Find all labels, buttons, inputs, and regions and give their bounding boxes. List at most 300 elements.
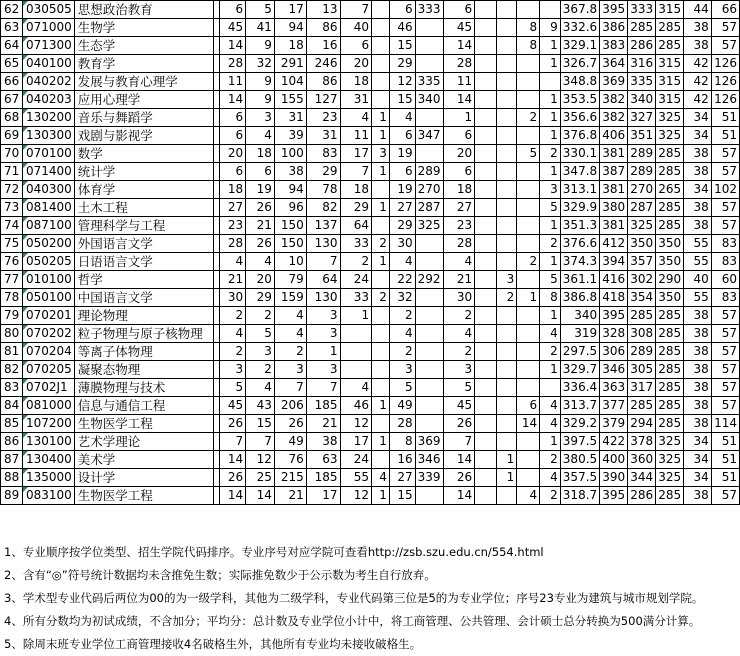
- value-cell: [475, 199, 496, 217]
- value-cell: 2: [517, 109, 540, 127]
- value-cell: 21: [274, 487, 306, 505]
- value-cell: 329.9: [560, 199, 599, 217]
- value-cell: 325: [656, 469, 684, 487]
- value-cell: 285: [656, 37, 684, 55]
- value-cell: 15: [389, 91, 415, 109]
- row-index-cell: 72: [1, 181, 23, 199]
- value-cell: 57: [711, 163, 739, 181]
- value-cell: [372, 91, 390, 109]
- major-code-cell: 050200: [22, 235, 74, 253]
- value-cell: [496, 379, 517, 397]
- major-name-cell: 薄膜物理与技术: [74, 379, 214, 397]
- value-cell: 3: [496, 271, 517, 289]
- value-cell: 79: [274, 271, 306, 289]
- value-cell: 155: [274, 91, 306, 109]
- table-row: [1, 343, 740, 361]
- value-cell: 302: [628, 271, 656, 289]
- value-cell: [475, 91, 496, 109]
- major-code-cell: 083100: [22, 487, 74, 505]
- value-cell: 18: [340, 73, 372, 91]
- value-cell: 130: [306, 289, 340, 307]
- value-cell: 38: [274, 163, 306, 181]
- value-cell: 185: [306, 397, 340, 415]
- value-cell: 2: [389, 307, 415, 325]
- value-cell: [496, 1, 517, 19]
- row-index-cell: 66: [1, 73, 23, 91]
- value-cell: [415, 253, 443, 271]
- value-cell: 38: [684, 19, 712, 37]
- value-cell: [517, 217, 540, 235]
- value-cell: 4: [540, 397, 561, 415]
- major-name-cell: 中国语言文学: [74, 289, 214, 307]
- value-cell: 57: [711, 325, 739, 343]
- value-cell: 325: [656, 451, 684, 469]
- value-cell: 83: [711, 289, 739, 307]
- value-cell: 285: [656, 361, 684, 379]
- value-cell: 4: [220, 325, 246, 343]
- value-cell: 14: [220, 487, 246, 505]
- footnote: 1、专业顺序按学位类型、招生学院代码排序。专业序号对应学院可查看http://zsb.szu.edu.cn/554.html: [4, 545, 544, 559]
- row-index-cell: 75: [1, 235, 23, 253]
- value-cell: 45: [220, 19, 246, 37]
- value-cell: 6: [246, 163, 275, 181]
- value-cell: 1: [517, 289, 540, 307]
- row-index-cell: 80: [1, 325, 23, 343]
- value-cell: [475, 1, 496, 19]
- value-cell: [496, 343, 517, 361]
- value-cell: 38: [684, 487, 712, 505]
- value-cell: 28: [389, 415, 415, 433]
- value-cell: [517, 343, 540, 361]
- value-cell: 6: [220, 127, 246, 145]
- value-cell: 45: [443, 19, 475, 37]
- value-cell: [415, 235, 443, 253]
- value-cell: 42: [684, 91, 712, 109]
- value-cell: 376.8: [560, 127, 599, 145]
- value-cell: 351.3: [560, 217, 599, 235]
- value-cell: 3: [306, 325, 340, 343]
- value-cell: 14: [220, 451, 246, 469]
- footnotes: [4, 541, 738, 656]
- value-cell: 382: [600, 91, 628, 109]
- value-cell: [415, 109, 443, 127]
- major-name-cell: 生物学: [74, 19, 214, 37]
- row-index-cell: 89: [1, 487, 23, 505]
- value-cell: [496, 487, 517, 505]
- value-cell: 23: [220, 217, 246, 235]
- major-code-cell: 081000: [22, 397, 74, 415]
- major-name-cell: 生物医学工程: [74, 487, 214, 505]
- value-cell: [496, 19, 517, 37]
- value-cell: 7: [340, 163, 372, 181]
- value-cell: [517, 163, 540, 181]
- footnote: 3、学术型专业代码后两位为00的为一级学科，其他为二级学科，专业代码第三位是5的为专业学位；序号23专业为建筑与城市规划学院。: [4, 591, 704, 605]
- value-cell: 94: [274, 181, 306, 199]
- table-row: [1, 397, 740, 415]
- value-cell: 3: [540, 181, 561, 199]
- value-cell: [475, 361, 496, 379]
- value-cell: [475, 145, 496, 163]
- value-cell: 333: [628, 1, 656, 19]
- value-cell: 330.1: [560, 145, 599, 163]
- table-row: [1, 451, 740, 469]
- value-cell: 19: [389, 181, 415, 199]
- value-cell: 16: [389, 451, 415, 469]
- value-cell: 12: [246, 451, 275, 469]
- major-name-cell: 管理科学与工程: [74, 217, 214, 235]
- value-cell: 38: [684, 325, 712, 343]
- value-cell: 20: [340, 55, 372, 73]
- value-cell: 14: [517, 415, 540, 433]
- value-cell: 159: [274, 289, 306, 307]
- table-row: [1, 271, 740, 289]
- value-cell: [517, 235, 540, 253]
- value-cell: 8: [517, 19, 540, 37]
- value-cell: [517, 91, 540, 109]
- value-cell: 285: [656, 163, 684, 181]
- value-cell: 8: [389, 433, 415, 451]
- value-cell: 361.1: [560, 271, 599, 289]
- value-cell: 1: [372, 127, 390, 145]
- value-cell: 2: [246, 361, 275, 379]
- value-cell: 82: [306, 199, 340, 217]
- value-cell: 4: [389, 109, 415, 127]
- row-index-cell: 79: [1, 307, 23, 325]
- value-cell: [475, 487, 496, 505]
- value-cell: 215: [274, 469, 306, 487]
- value-cell: [340, 361, 372, 379]
- value-cell: 32: [246, 55, 275, 73]
- value-cell: 367.8: [560, 1, 599, 19]
- value-cell: 7: [246, 433, 275, 451]
- value-cell: [496, 361, 517, 379]
- value-cell: 150: [274, 217, 306, 235]
- value-cell: 325: [656, 433, 684, 451]
- value-cell: 86: [306, 73, 340, 91]
- value-cell: 4: [340, 379, 372, 397]
- value-cell: [517, 55, 540, 73]
- value-cell: [496, 415, 517, 433]
- value-cell: [517, 181, 540, 199]
- table-row: [1, 487, 740, 505]
- value-cell: 316: [628, 55, 656, 73]
- row-index-cell: 74: [1, 217, 23, 235]
- value-cell: 26: [220, 469, 246, 487]
- value-cell: [415, 397, 443, 415]
- value-cell: 2: [540, 487, 561, 505]
- value-cell: 9: [540, 19, 561, 37]
- value-cell: 19: [389, 145, 415, 163]
- value-cell: 313.7: [560, 397, 599, 415]
- value-cell: 285: [656, 325, 684, 343]
- value-cell: [372, 181, 390, 199]
- value-cell: 3: [274, 361, 306, 379]
- value-cell: 336.4: [560, 379, 599, 397]
- value-cell: 4: [540, 469, 561, 487]
- value-cell: 39: [274, 127, 306, 145]
- value-cell: 137: [306, 217, 340, 235]
- value-cell: 333: [415, 1, 443, 19]
- value-cell: 387: [600, 163, 628, 181]
- value-cell: 5: [540, 271, 561, 289]
- value-cell: 24: [340, 451, 372, 469]
- value-cell: 2: [246, 307, 275, 325]
- major-code-cell: 130300: [22, 127, 74, 145]
- value-cell: [540, 1, 561, 19]
- value-cell: 51: [711, 127, 739, 145]
- value-cell: [415, 55, 443, 73]
- value-cell: [372, 37, 390, 55]
- value-cell: 83: [711, 253, 739, 271]
- value-cell: 294: [628, 415, 656, 433]
- value-cell: [475, 55, 496, 73]
- value-cell: 6: [389, 1, 415, 19]
- row-index-cell: 87: [1, 451, 23, 469]
- major-code-cell: 087100: [22, 217, 74, 235]
- value-cell: 3: [306, 361, 340, 379]
- value-cell: 57: [711, 217, 739, 235]
- value-cell: 11: [340, 127, 372, 145]
- value-cell: [475, 73, 496, 91]
- value-cell: 17: [306, 487, 340, 505]
- value-cell: [372, 1, 390, 19]
- value-cell: 1: [540, 253, 561, 271]
- value-cell: 30: [389, 235, 415, 253]
- value-cell: 395: [600, 1, 628, 19]
- value-cell: 32: [389, 289, 415, 307]
- value-cell: 16: [306, 37, 340, 55]
- value-cell: 350: [656, 289, 684, 307]
- value-cell: [475, 343, 496, 361]
- value-cell: 4: [540, 325, 561, 343]
- value-cell: [415, 19, 443, 37]
- value-cell: 25: [246, 469, 275, 487]
- value-cell: 31: [340, 91, 372, 109]
- major-name-cell: 生态学: [74, 37, 214, 55]
- value-cell: 315: [656, 55, 684, 73]
- value-cell: 422: [600, 433, 628, 451]
- value-cell: 114: [711, 415, 739, 433]
- value-cell: 26: [274, 415, 306, 433]
- value-cell: 7: [443, 433, 475, 451]
- row-index-cell: 78: [1, 289, 23, 307]
- value-cell: 326.7: [560, 55, 599, 73]
- row-index-cell: 64: [1, 37, 23, 55]
- value-cell: 78: [306, 181, 340, 199]
- value-cell: [372, 217, 390, 235]
- value-cell: 55: [684, 235, 712, 253]
- value-cell: 38: [684, 145, 712, 163]
- value-cell: 406: [600, 127, 628, 145]
- row-index-cell: 62: [1, 1, 23, 19]
- value-cell: 4: [246, 127, 275, 145]
- value-cell: 185: [306, 469, 340, 487]
- value-cell: 319: [560, 325, 599, 343]
- value-cell: 6: [389, 163, 415, 181]
- value-cell: [340, 343, 372, 361]
- value-cell: 13: [306, 1, 340, 19]
- value-cell: 285: [628, 307, 656, 325]
- value-cell: 2: [340, 253, 372, 271]
- value-cell: 285: [656, 415, 684, 433]
- value-cell: 285: [656, 343, 684, 361]
- value-cell: [496, 109, 517, 127]
- value-cell: 24: [340, 271, 372, 289]
- major-name-cell: 理论物理: [74, 307, 214, 325]
- major-code-cell: 010100: [22, 271, 74, 289]
- value-cell: 3: [372, 145, 390, 163]
- major-code-cell: 070202: [22, 325, 74, 343]
- value-cell: 28: [443, 55, 475, 73]
- value-cell: 290: [656, 271, 684, 289]
- row-index-cell: 88: [1, 469, 23, 487]
- value-cell: [415, 307, 443, 325]
- major-code-cell: 040100: [22, 55, 74, 73]
- value-cell: 57: [711, 343, 739, 361]
- value-cell: 15: [389, 487, 415, 505]
- value-cell: 2: [540, 145, 561, 163]
- value-cell: 382: [600, 109, 628, 127]
- value-cell: 381: [600, 217, 628, 235]
- value-cell: 1: [372, 163, 390, 181]
- value-cell: 246: [306, 55, 340, 73]
- value-cell: 3: [443, 361, 475, 379]
- value-cell: [475, 307, 496, 325]
- value-cell: 20: [220, 145, 246, 163]
- value-cell: 285: [656, 145, 684, 163]
- value-cell: 395: [600, 307, 628, 325]
- value-cell: 96: [274, 199, 306, 217]
- row-index-cell: 69: [1, 127, 23, 145]
- major-name-cell: 戏剧与影视学: [74, 127, 214, 145]
- value-cell: 325: [628, 217, 656, 235]
- value-cell: 5: [246, 1, 275, 19]
- value-cell: 31: [274, 109, 306, 127]
- value-cell: 1: [443, 109, 475, 127]
- value-cell: [372, 325, 390, 343]
- row-index-cell: 63: [1, 19, 23, 37]
- table-row: [1, 433, 740, 451]
- major-name-cell: 土木工程: [74, 199, 214, 217]
- value-cell: 42: [684, 73, 712, 91]
- value-cell: 4: [340, 109, 372, 127]
- value-cell: 397.5: [560, 433, 599, 451]
- major-code-cell: 070201: [22, 307, 74, 325]
- value-cell: 45: [220, 397, 246, 415]
- value-cell: 49: [274, 433, 306, 451]
- value-cell: 285: [656, 379, 684, 397]
- value-cell: 315: [656, 91, 684, 109]
- value-cell: 33: [340, 289, 372, 307]
- major-code-cell: 130400: [22, 451, 74, 469]
- value-cell: 4: [389, 325, 415, 343]
- value-cell: 83: [306, 145, 340, 163]
- value-cell: [475, 253, 496, 271]
- value-cell: 4: [220, 253, 246, 271]
- value-cell: [496, 55, 517, 73]
- value-cell: 360: [628, 451, 656, 469]
- value-cell: 286: [628, 487, 656, 505]
- value-cell: 1: [372, 253, 390, 271]
- value-cell: [475, 415, 496, 433]
- value-cell: 325: [415, 217, 443, 235]
- value-cell: 7: [340, 1, 372, 19]
- value-cell: 357.5: [560, 469, 599, 487]
- value-cell: 38: [684, 307, 712, 325]
- value-cell: 1: [496, 469, 517, 487]
- value-cell: 206: [274, 397, 306, 415]
- major-name-cell: 日语语言文学: [74, 253, 214, 271]
- row-index-cell: 71: [1, 163, 23, 181]
- table-row: [1, 181, 740, 199]
- value-cell: 306: [600, 343, 628, 361]
- value-cell: [517, 469, 540, 487]
- major-code-cell: 0702J1: [22, 379, 74, 397]
- value-cell: 329.2: [560, 415, 599, 433]
- value-cell: 2: [274, 343, 306, 361]
- value-cell: 297.5: [560, 343, 599, 361]
- value-cell: 315: [656, 73, 684, 91]
- major-name-cell: 教育学: [74, 55, 214, 73]
- value-cell: 285: [628, 397, 656, 415]
- value-cell: [475, 37, 496, 55]
- value-cell: 12: [340, 415, 372, 433]
- value-cell: 57: [711, 397, 739, 415]
- value-cell: [475, 379, 496, 397]
- value-cell: 5: [389, 379, 415, 397]
- value-cell: 400: [600, 451, 628, 469]
- value-cell: 285: [656, 19, 684, 37]
- value-cell: 285: [656, 199, 684, 217]
- major-code-cell: 081400: [22, 199, 74, 217]
- value-cell: 18: [220, 181, 246, 199]
- value-cell: 285: [656, 217, 684, 235]
- value-cell: [496, 145, 517, 163]
- value-cell: 350: [656, 253, 684, 271]
- value-cell: 10: [274, 253, 306, 271]
- value-cell: 29: [246, 289, 275, 307]
- value-cell: [475, 271, 496, 289]
- value-cell: 305: [628, 361, 656, 379]
- value-cell: [496, 433, 517, 451]
- value-cell: 26: [246, 235, 275, 253]
- value-cell: 18: [274, 37, 306, 55]
- value-cell: 14: [443, 37, 475, 55]
- value-cell: 34: [684, 469, 712, 487]
- major-name-cell: 信息与通信工程: [74, 397, 214, 415]
- value-cell: 292: [415, 271, 443, 289]
- value-cell: 38: [684, 361, 712, 379]
- value-cell: [496, 397, 517, 415]
- footnote: 5、除周末班专业学位工商管理接收4名破格生外，其他所有专业均未接收破格生。: [4, 637, 422, 651]
- value-cell: 33: [340, 235, 372, 253]
- major-code-cell: 070204: [22, 343, 74, 361]
- value-cell: 289: [628, 163, 656, 181]
- value-cell: [415, 487, 443, 505]
- value-cell: 1: [540, 37, 561, 55]
- value-cell: 1: [540, 217, 561, 235]
- value-cell: [415, 289, 443, 307]
- footnote: 4、所有分数均为初试成绩，不含加分；平均分：总计数及专业学位小计中，将工商管理、公共管理、会计硕士总分转换为500满分计算。: [4, 614, 701, 628]
- value-cell: 380: [600, 199, 628, 217]
- value-cell: 4: [443, 253, 475, 271]
- major-code-cell: 030505: [22, 1, 74, 19]
- value-cell: 348.8: [560, 73, 599, 91]
- value-cell: 2: [496, 289, 517, 307]
- value-cell: [496, 217, 517, 235]
- value-cell: 346: [415, 451, 443, 469]
- value-cell: 55: [684, 253, 712, 271]
